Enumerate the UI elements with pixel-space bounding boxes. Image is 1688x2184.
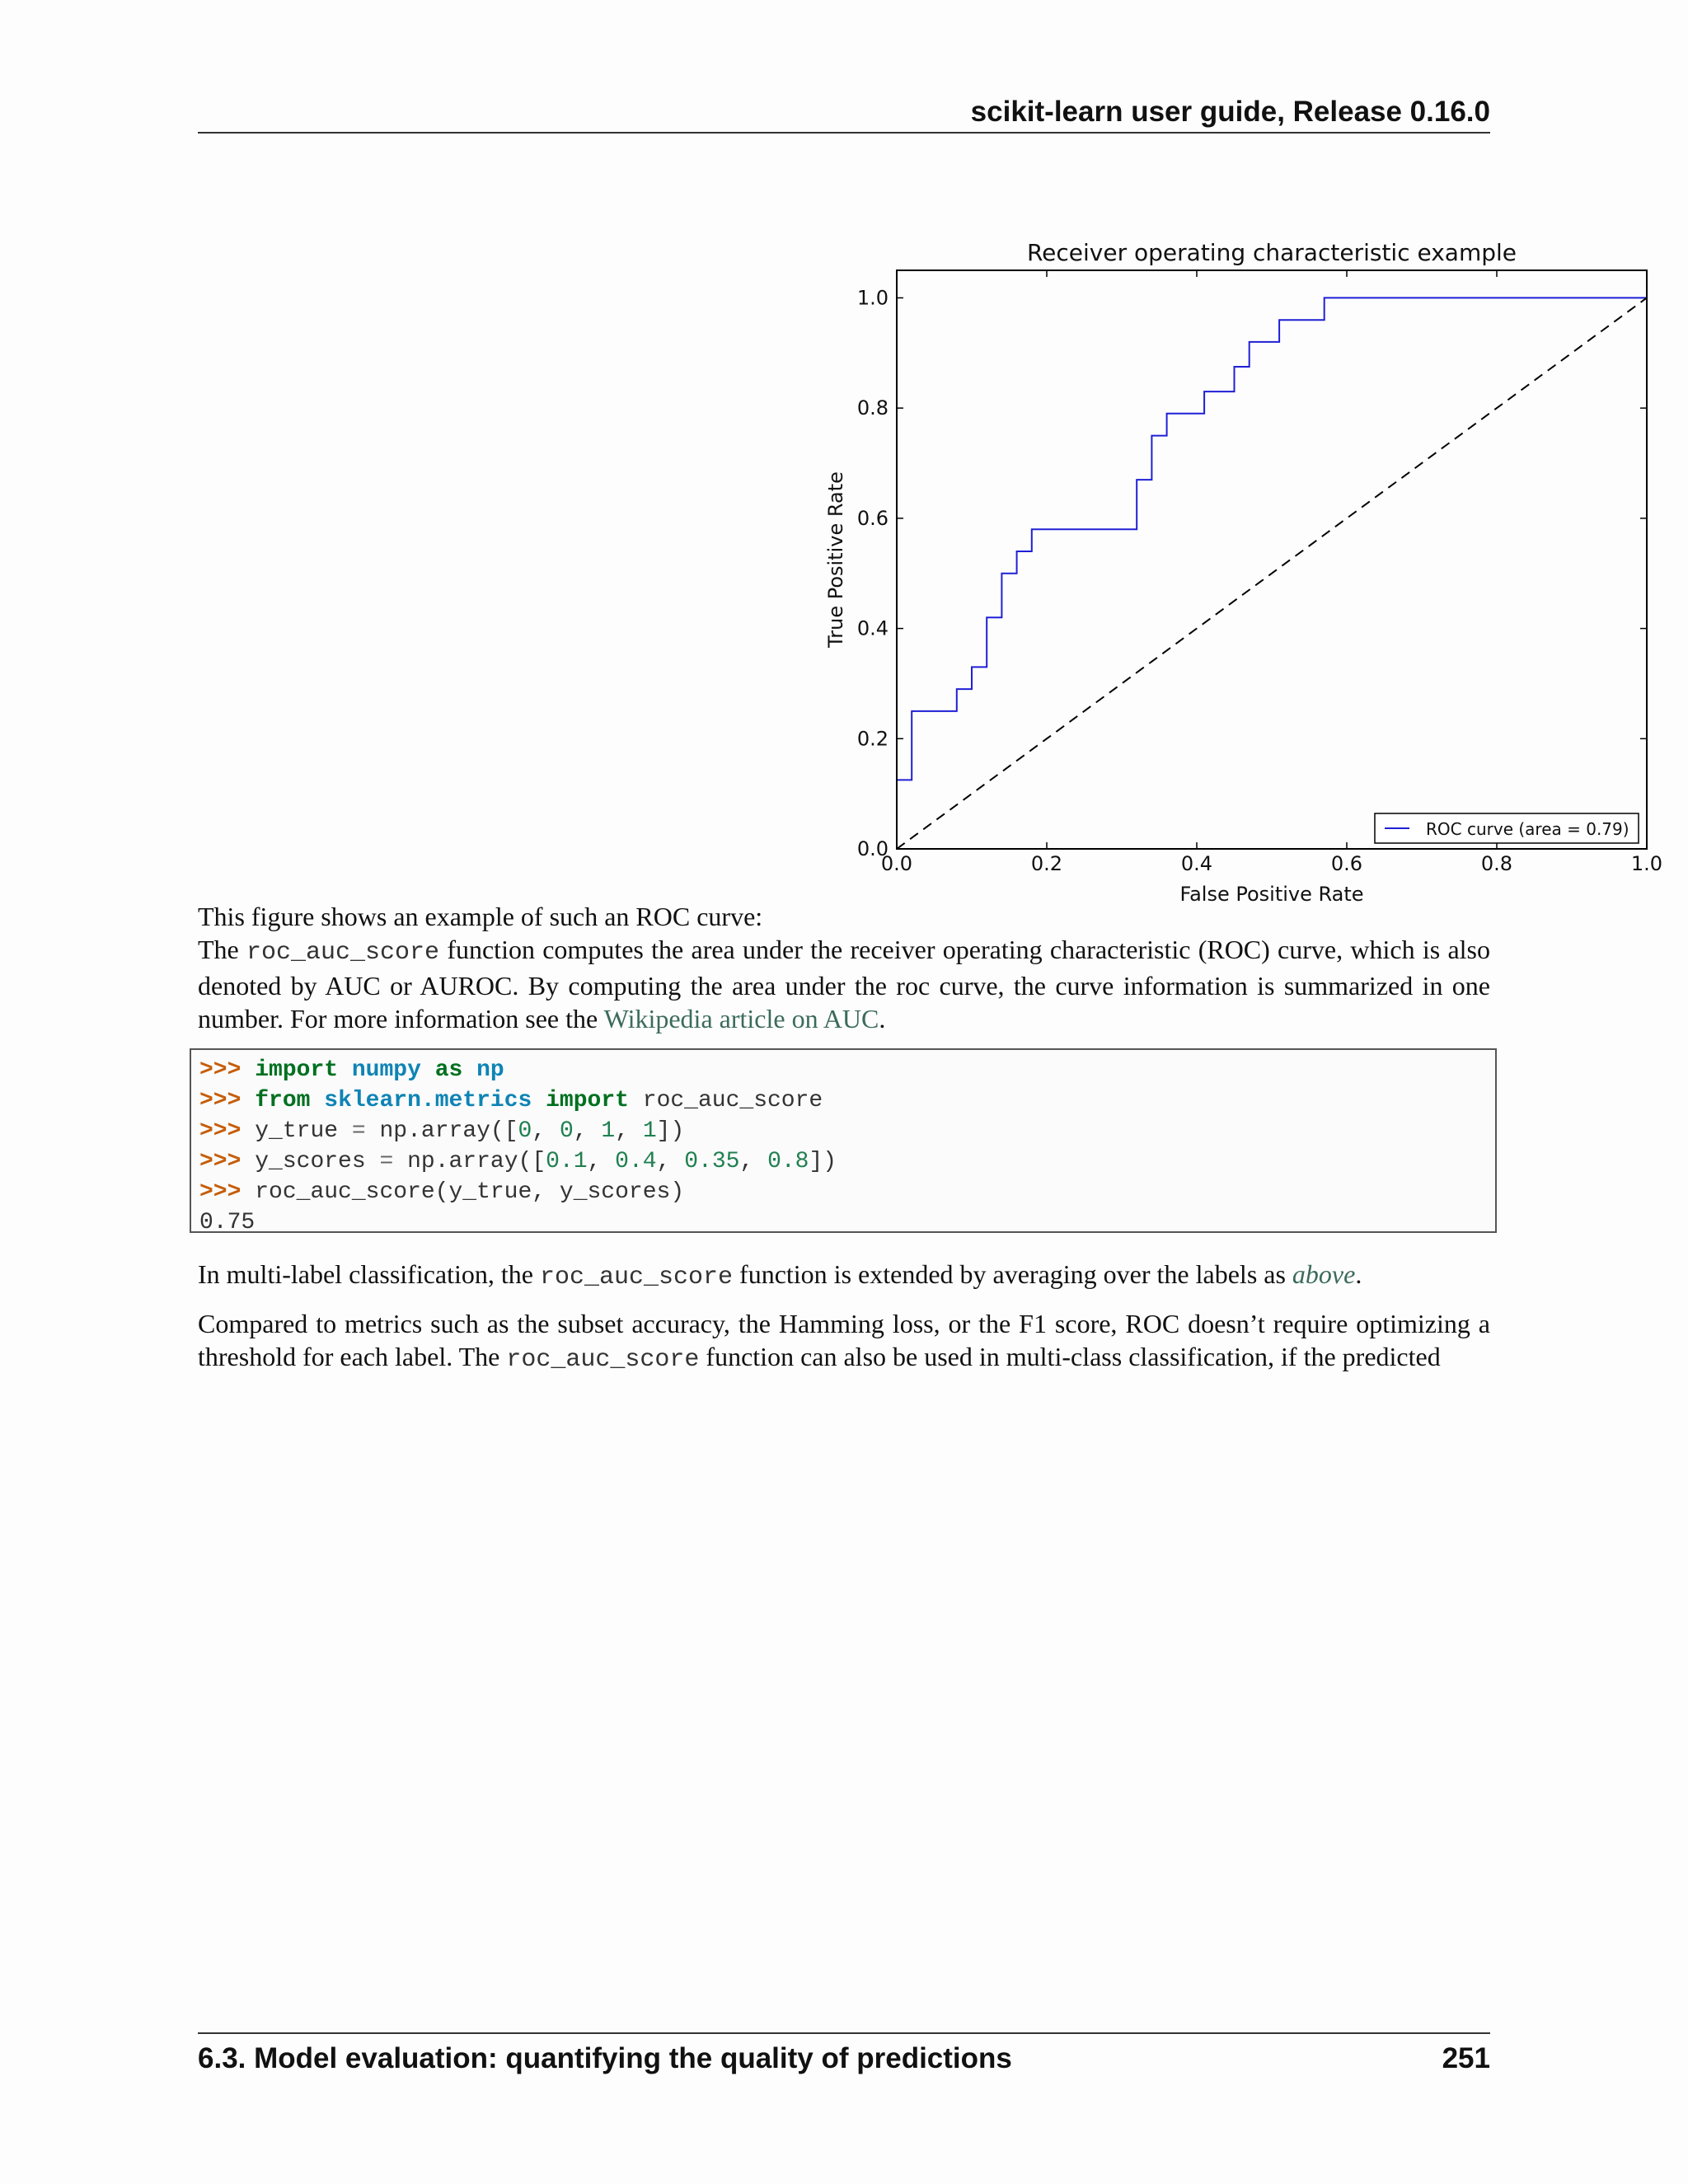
- y-tick-label: 0.2: [856, 727, 889, 751]
- x-tick-label: 1.0: [1630, 852, 1663, 875]
- text-run: .: [879, 1004, 886, 1033]
- page-number: 251: [1442, 2042, 1490, 2074]
- y-tick-label: 1.0: [856, 286, 889, 310]
- punct: ,: [656, 1149, 671, 1174]
- inline-code: roc_auc_score: [246, 939, 440, 967]
- roc-figure: [816, 231, 1681, 923]
- plot-frame: [897, 270, 1647, 849]
- text-run: function computes the area under the receiver operating characteristic (ROC) curve, which is also denoted by AUC or AUROC. By computing the area under the roc curve, the curve information is summarized in one number. For more information see the: [198, 935, 1491, 1033]
- inline-code: roc_auc_score: [506, 1346, 700, 1374]
- code-example: [190, 1048, 1497, 1233]
- punct: ,: [739, 1149, 754, 1174]
- code-line-5: [199, 1177, 1495, 1207]
- y-tick-label: 0.6: [856, 506, 889, 530]
- code-line-3: [199, 1116, 1495, 1146]
- prompt: >>>: [199, 1057, 241, 1083]
- x-axis-label: False Positive Rate: [1179, 883, 1364, 906]
- prompt: >>>: [199, 1149, 241, 1174]
- keyword: as: [434, 1057, 463, 1083]
- x-tick-label: 0.6: [1330, 852, 1363, 875]
- y-tick-label: 0.0: [856, 837, 889, 860]
- operator: =: [351, 1118, 366, 1144]
- roc-auc-paragraph: [198, 933, 1490, 1035]
- x-tick-label: 0.0: [880, 852, 913, 875]
- prompt: >>>: [199, 1179, 241, 1205]
- number: 0.4: [615, 1149, 657, 1174]
- footer-section-title: 6.3. Model evaluation: quantifying the quality of predictions: [198, 2042, 1012, 2074]
- legend: [1375, 813, 1639, 843]
- number: 0.35: [684, 1149, 740, 1174]
- comparison-paragraph: [198, 1307, 1490, 1376]
- paragraph-roc-description: [198, 900, 1490, 1035]
- legend-label: ROC curve (area = 0.79): [1426, 819, 1629, 839]
- y-tick-label: 0.4: [856, 616, 889, 640]
- page-footer: [198, 2032, 1490, 2074]
- number: 0: [559, 1118, 574, 1144]
- punct: ,: [532, 1118, 546, 1144]
- punct: ,: [587, 1149, 602, 1174]
- above-link[interactable]: above: [1292, 1259, 1356, 1289]
- inline-code: roc_auc_score: [539, 1263, 734, 1291]
- prompt: >>>: [199, 1088, 241, 1113]
- identifier: y_true: [255, 1118, 339, 1144]
- paragraph-comparison: [198, 1307, 1490, 1376]
- operator: =: [379, 1149, 394, 1174]
- keyword: import: [546, 1088, 629, 1113]
- multilabel-paragraph: [198, 1258, 1490, 1294]
- y-tick-label: 0.8: [856, 396, 889, 420]
- x-tick-label: 0.8: [1480, 852, 1513, 875]
- code-line-2: [199, 1085, 1495, 1116]
- code-line-4: [199, 1146, 1495, 1177]
- keyword: import: [255, 1057, 339, 1083]
- text-run: .: [1355, 1259, 1362, 1289]
- punct: ,: [573, 1118, 588, 1144]
- number: 0: [518, 1118, 532, 1144]
- number: 0.1: [546, 1149, 588, 1174]
- header-title: scikit-learn user guide, Release 0.16.0: [970, 96, 1490, 128]
- number: 1: [642, 1118, 657, 1144]
- series-layer: [897, 298, 1647, 849]
- chart-title: Receiver operating characteristic example: [1026, 239, 1517, 266]
- identifier: roc_auc_score(y_true, y_scores): [255, 1179, 685, 1205]
- module-name: numpy: [351, 1057, 421, 1083]
- number: 0.8: [767, 1149, 809, 1174]
- identifier: y_scores: [255, 1149, 366, 1174]
- code-output: 0.75: [199, 1210, 256, 1235]
- punct: ]): [809, 1149, 837, 1174]
- punct: ]): [656, 1118, 685, 1144]
- identifier: roc_auc_score: [642, 1088, 823, 1113]
- module-name: sklearn.metrics: [324, 1088, 532, 1113]
- text-run: The: [198, 935, 247, 964]
- number: 1: [601, 1118, 616, 1144]
- y-axis-label: True Positive Rate: [824, 471, 847, 648]
- keyword: from: [255, 1088, 311, 1113]
- identifier: np.array([: [407, 1149, 546, 1174]
- text-run: Compared to metrics such as the subset accuracy, the Hamming loss, or the F1 score, ROC doesn’t require optimizing a threshold for each label. The: [198, 1309, 1490, 1371]
- text-run: function is extended by averaging over the labels as: [733, 1259, 1292, 1289]
- wikipedia-auc-link[interactable]: Wikipedia article on AUC: [603, 1004, 879, 1033]
- text-run: function can also be used in multi-class classification, if the predicted: [699, 1342, 1441, 1371]
- prompt: >>>: [199, 1118, 241, 1144]
- identifier: np.array([: [379, 1118, 518, 1144]
- punct: ,: [615, 1118, 630, 1144]
- page-header: [198, 92, 1490, 134]
- paragraph-multilabel: [198, 1258, 1490, 1294]
- x-tick-label: 0.4: [1180, 852, 1213, 875]
- figure-intro: This figure shows an example of such an ROC curve:: [198, 902, 763, 931]
- x-tick-label: 0.2: [1030, 852, 1063, 875]
- module-name: np: [476, 1057, 504, 1083]
- roc-chart: [816, 231, 1681, 923]
- code-line-1: [199, 1055, 1495, 1085]
- axis-ticks: [857, 270, 1662, 875]
- text-run: In multi-label classification, the: [198, 1259, 540, 1289]
